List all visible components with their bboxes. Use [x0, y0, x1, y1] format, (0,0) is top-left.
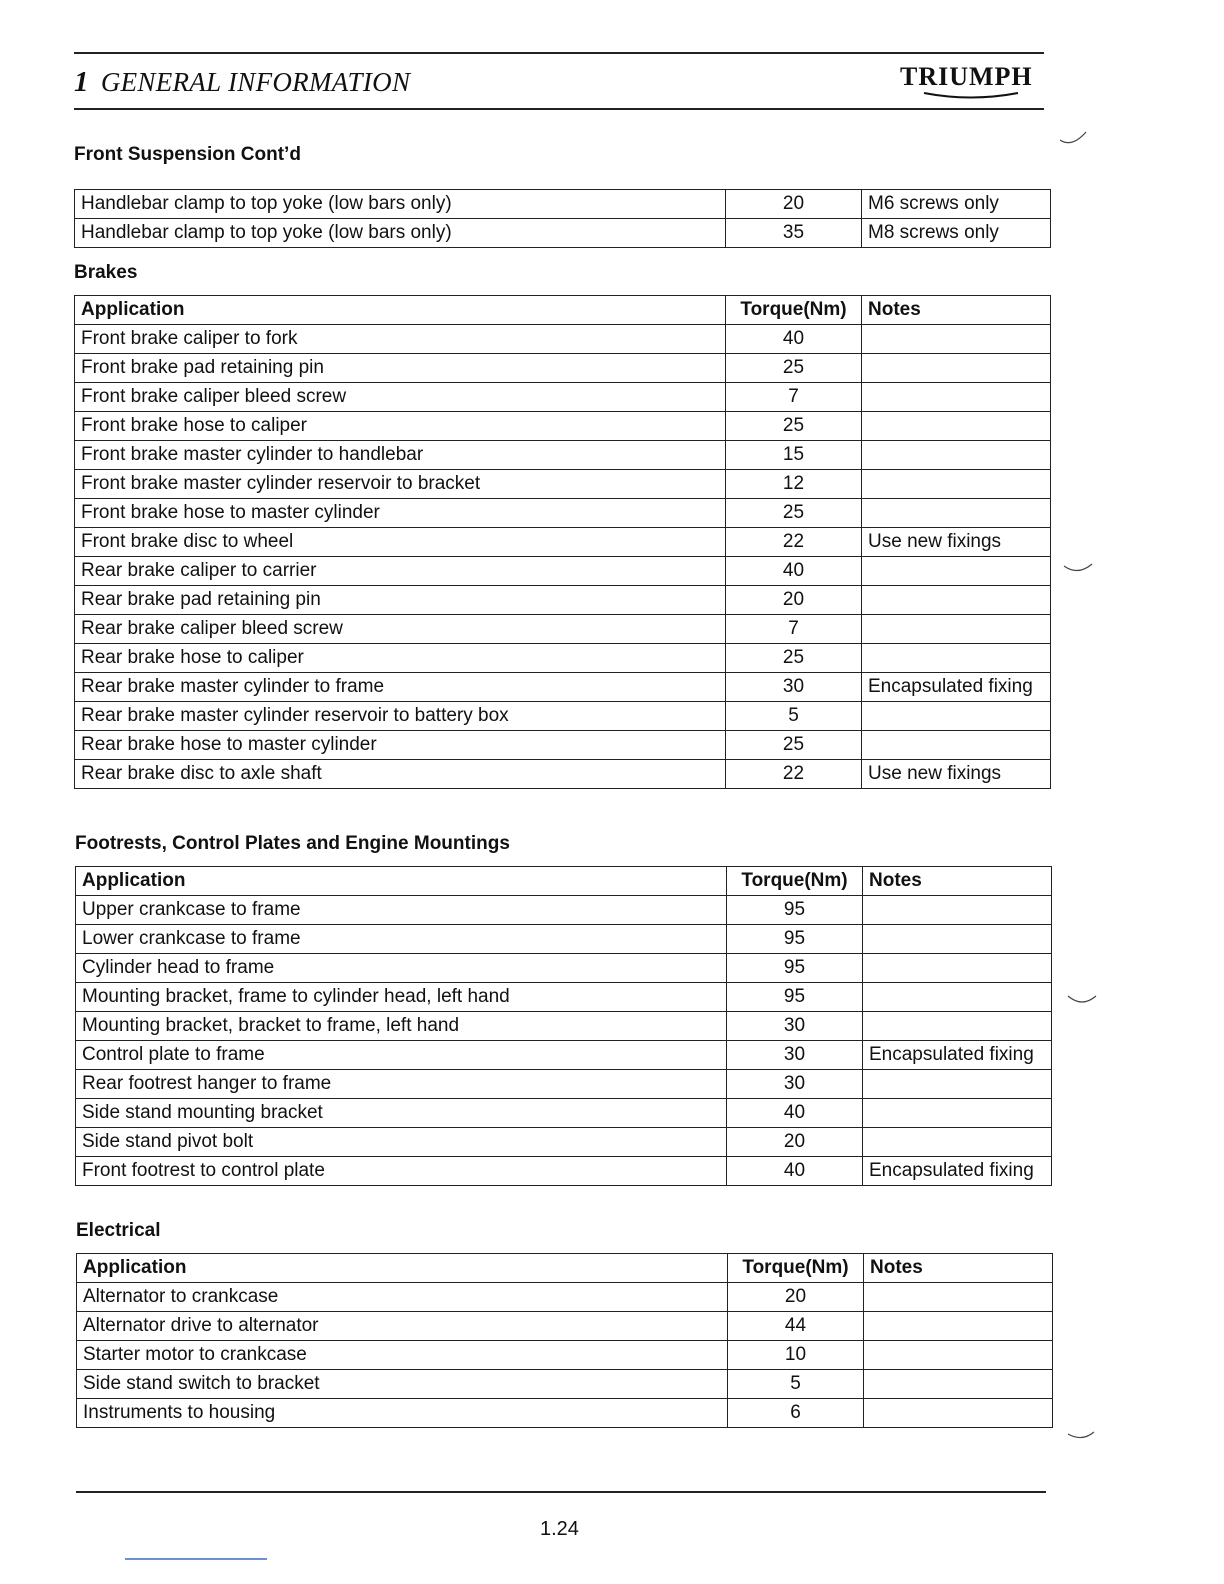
- table-row: [75, 190, 1051, 219]
- notes-cell: [864, 1283, 1053, 1312]
- application-cell: Rear footrest hanger to frame: [76, 1070, 727, 1099]
- torque-cell: 40: [726, 557, 862, 586]
- torque-cell: 35: [726, 219, 862, 248]
- table-row: [77, 1399, 1053, 1428]
- torque-cell: 25: [726, 644, 862, 673]
- table-row: [75, 499, 1051, 528]
- torque-cell: 25: [726, 499, 862, 528]
- table-row: [75, 731, 1051, 760]
- table-row: [77, 1312, 1053, 1341]
- application-cell: Rear brake caliper bleed screw: [75, 615, 726, 644]
- table-row: [76, 983, 1052, 1012]
- front-suspension-table: [74, 189, 1051, 248]
- torque-cell: 30: [727, 1041, 863, 1070]
- application-cell: Handlebar clamp to top yoke (low bars only): [75, 190, 726, 219]
- notes-cell: [862, 644, 1051, 673]
- notes-cell: [863, 896, 1052, 925]
- application-cell: Rear brake pad retaining pin: [75, 586, 726, 615]
- torque-cell: 22: [726, 528, 862, 557]
- torque-cell: 25: [726, 731, 862, 760]
- application-cell: Front brake pad retaining pin: [75, 354, 726, 383]
- binder-mark-icon: [1066, 1420, 1096, 1444]
- torque-cell: 30: [726, 673, 862, 702]
- table-row: [76, 1012, 1052, 1041]
- application-cell: Side stand switch to bracket: [77, 1370, 728, 1399]
- notes-header: Notes: [863, 867, 1052, 896]
- torque-header: Torque(Nm): [726, 296, 862, 325]
- application-cell: Front brake master cylinder reservoir to bracket: [75, 470, 726, 499]
- table-row: [75, 586, 1051, 615]
- notes-cell: [863, 1128, 1052, 1157]
- application-cell: Instruments to housing: [77, 1399, 728, 1428]
- notes-cell: [864, 1370, 1053, 1399]
- torque-cell: 20: [726, 190, 862, 219]
- table-row: [76, 954, 1052, 983]
- table-header-row: [77, 1254, 1053, 1283]
- footrests-table: [75, 866, 1052, 1186]
- table-row: [76, 925, 1052, 954]
- torque-cell: 12: [726, 470, 862, 499]
- torque-cell: 95: [727, 954, 863, 983]
- application-cell: Alternator drive to alternator: [77, 1312, 728, 1341]
- application-cell: Upper crankcase to frame: [76, 896, 727, 925]
- torque-cell: 30: [727, 1012, 863, 1041]
- section-title-electrical: Electrical: [76, 1220, 161, 1241]
- notes-cell: Encapsulated fixing: [862, 673, 1051, 702]
- application-cell: Front footrest to control plate: [76, 1157, 727, 1186]
- chapter-number: 1: [74, 66, 89, 98]
- application-cell: Alternator to crankcase: [77, 1283, 728, 1312]
- torque-cell: 95: [727, 983, 863, 1012]
- torque-cell: 44: [728, 1312, 864, 1341]
- section-title-front-suspension: Front Suspension Cont’d: [74, 144, 301, 165]
- torque-cell: 20: [726, 586, 862, 615]
- torque-cell: 7: [726, 615, 862, 644]
- application-cell: Front brake master cylinder to handlebar: [75, 441, 726, 470]
- chapter-title: GENERAL INFORMATION: [100, 67, 411, 97]
- table-row: [75, 760, 1051, 789]
- torque-cell: 20: [727, 1128, 863, 1157]
- application-cell: Rear brake master cylinder to frame: [75, 673, 726, 702]
- notes-cell: [863, 1012, 1052, 1041]
- notes-cell: [864, 1312, 1053, 1341]
- table-row: [77, 1283, 1053, 1312]
- table-row: [76, 1099, 1052, 1128]
- torque-header: Torque(Nm): [727, 867, 863, 896]
- application-cell: Rear brake caliper to carrier: [75, 557, 726, 586]
- notes-cell: Use new fixings: [862, 760, 1051, 789]
- application-cell: Starter motor to crankcase: [77, 1341, 728, 1370]
- notes-cell: [862, 499, 1051, 528]
- electrical-table: [76, 1253, 1053, 1428]
- table-row: [75, 702, 1051, 731]
- application-cell: Handlebar clamp to top yoke (low bars only): [75, 219, 726, 248]
- torque-cell: 15: [726, 441, 862, 470]
- table-row: [75, 383, 1051, 412]
- table-row: [76, 1128, 1052, 1157]
- torque-cell: 22: [726, 760, 862, 789]
- notes-cell: M6 screws only: [862, 190, 1051, 219]
- notes-cell: [863, 1099, 1052, 1128]
- notes-cell: [863, 1070, 1052, 1099]
- brakes-table: [74, 295, 1051, 789]
- table-row: [75, 441, 1051, 470]
- notes-cell: [862, 470, 1051, 499]
- table-row: [76, 1157, 1052, 1186]
- torque-cell: 95: [727, 925, 863, 954]
- notes-cell: [862, 354, 1051, 383]
- torque-cell: 40: [727, 1099, 863, 1128]
- application-cell: Side stand mounting bracket: [76, 1099, 727, 1128]
- table-row: [75, 615, 1051, 644]
- table-row: [76, 896, 1052, 925]
- notes-cell: [863, 983, 1052, 1012]
- application-cell: Side stand pivot bolt: [76, 1128, 727, 1157]
- header-bottom-rule: [74, 108, 1044, 110]
- application-cell: Front brake disc to wheel: [75, 528, 726, 557]
- table-row: [75, 412, 1051, 441]
- table-row: [77, 1341, 1053, 1370]
- application-cell: Rear brake master cylinder reservoir to battery box: [75, 702, 726, 731]
- application-cell: Cylinder head to frame: [76, 954, 727, 983]
- table-row: [75, 557, 1051, 586]
- torque-cell: 40: [726, 325, 862, 354]
- notes-cell: [862, 731, 1051, 760]
- notes-cell: [862, 383, 1051, 412]
- table-row: [76, 1070, 1052, 1099]
- notes-cell: [862, 412, 1051, 441]
- application-cell: Front brake caliper bleed screw: [75, 383, 726, 412]
- application-header: Application: [76, 867, 727, 896]
- chapter-heading: [74, 66, 410, 99]
- brand-logo: [900, 62, 1046, 102]
- notes-cell: [862, 615, 1051, 644]
- page-number: 1.24: [540, 1518, 579, 1540]
- notes-cell: [864, 1341, 1053, 1370]
- torque-cell: 5: [726, 702, 862, 731]
- table-header-row: [75, 296, 1051, 325]
- torque-cell: 20: [728, 1283, 864, 1312]
- application-cell: Rear brake disc to axle shaft: [75, 760, 726, 789]
- application-cell: Front brake caliper to fork: [75, 325, 726, 354]
- torque-cell: 6: [728, 1399, 864, 1428]
- notes-cell: Use new fixings: [862, 528, 1051, 557]
- header-top-rule: [74, 52, 1044, 54]
- notes-header: Notes: [862, 296, 1051, 325]
- application-cell: Mounting bracket, bracket to frame, left hand: [76, 1012, 727, 1041]
- notes-cell: M8 screws only: [862, 219, 1051, 248]
- table-row: [75, 325, 1051, 354]
- application-header: Application: [75, 296, 726, 325]
- application-cell: Rear brake hose to master cylinder: [75, 731, 726, 760]
- notes-cell: [862, 325, 1051, 354]
- table-header-row: [76, 867, 1052, 896]
- application-cell: Front brake hose to caliper: [75, 412, 726, 441]
- binder-mark-icon: [1066, 990, 1098, 1010]
- logo-swoosh-icon: [922, 92, 1020, 100]
- torque-cell: 25: [726, 412, 862, 441]
- section-title-brakes: Brakes: [74, 262, 138, 283]
- torque-cell: 10: [728, 1341, 864, 1370]
- application-cell: Lower crankcase to frame: [76, 925, 727, 954]
- table-row: [75, 470, 1051, 499]
- table-row: [75, 219, 1051, 248]
- table-row: [76, 1041, 1052, 1070]
- footer-blue-line: [125, 1558, 267, 1560]
- table-row: [77, 1370, 1053, 1399]
- notes-cell: Encapsulated fixing: [863, 1157, 1052, 1186]
- table-row: [75, 644, 1051, 673]
- torque-cell: 40: [727, 1157, 863, 1186]
- table-row: [75, 354, 1051, 383]
- application-header: Application: [77, 1254, 728, 1283]
- section-title-footrests: Footrests, Control Plates and Engine Mountings: [75, 833, 510, 854]
- torque-cell: 30: [727, 1070, 863, 1099]
- notes-cell: [862, 441, 1051, 470]
- notes-cell: [862, 702, 1051, 731]
- torque-header: Torque(Nm): [728, 1254, 864, 1283]
- notes-header: Notes: [864, 1254, 1053, 1283]
- notes-cell: [863, 954, 1052, 983]
- logo-text: TRIUMPH: [900, 62, 1033, 91]
- notes-cell: [862, 586, 1051, 615]
- torque-cell: 7: [726, 383, 862, 412]
- table-row: [75, 528, 1051, 557]
- notes-cell: Encapsulated fixing: [863, 1041, 1052, 1070]
- footer-rule: [76, 1491, 1046, 1493]
- application-cell: Front brake hose to master cylinder: [75, 499, 726, 528]
- notes-cell: [862, 557, 1051, 586]
- application-cell: Mounting bracket, frame to cylinder head, left hand: [76, 983, 727, 1012]
- binder-mark-icon: [1058, 128, 1090, 150]
- torque-cell: 5: [728, 1370, 864, 1399]
- application-cell: Rear brake hose to caliper: [75, 644, 726, 673]
- notes-cell: [864, 1399, 1053, 1428]
- application-cell: Control plate to frame: [76, 1041, 727, 1070]
- table-row: [75, 673, 1051, 702]
- notes-cell: [863, 925, 1052, 954]
- binder-mark-icon: [1062, 558, 1094, 578]
- torque-cell: 95: [727, 896, 863, 925]
- torque-cell: 25: [726, 354, 862, 383]
